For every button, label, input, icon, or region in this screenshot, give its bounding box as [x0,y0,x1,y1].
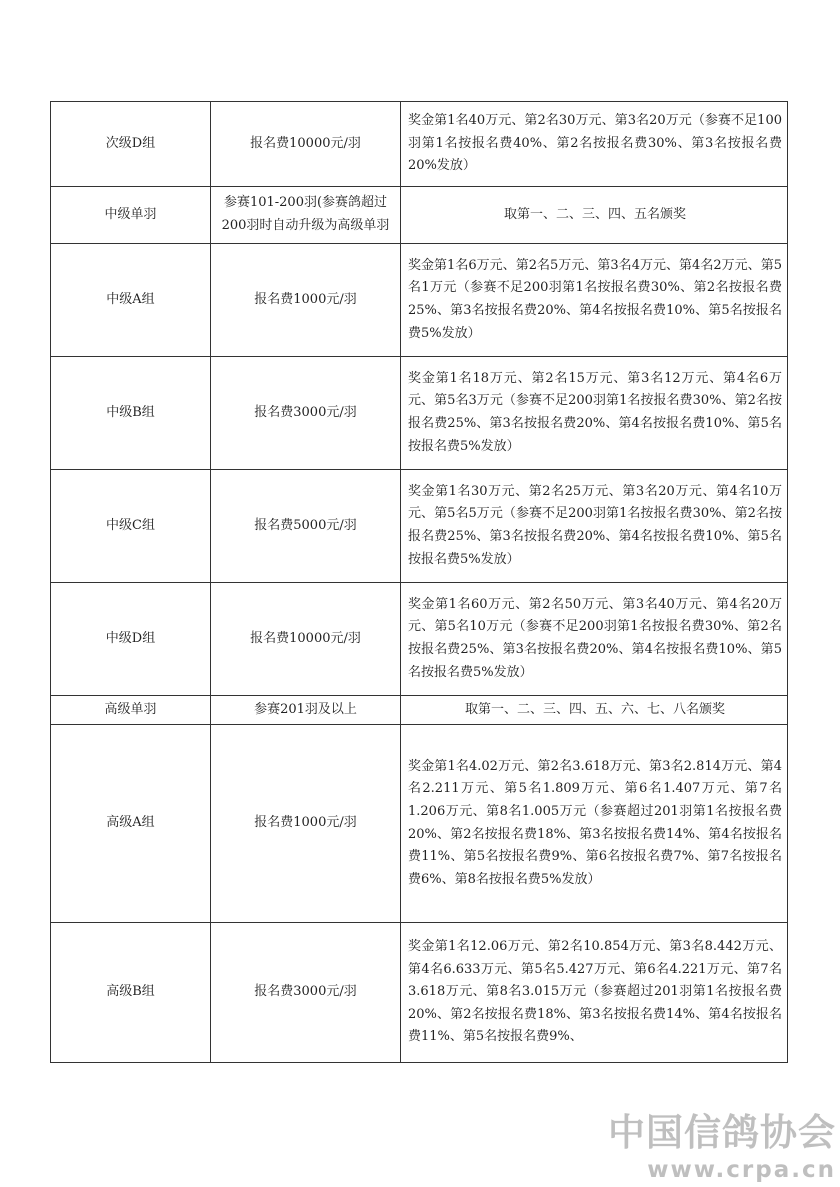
prize-cell: 奖金第1名12.06万元、第2名10.854万元、第3名8.442万元、第4名6.633万元、第5名5.427万元、第6名4.221万元、第7名3.618万元、第8名3.015万元（参赛超过201羽第1名按报名费20%、第2名按报名费18%、第3名按报名费14%、第4名按报名费11%、第5名按报名费9%、 [401,923,788,1063]
fee-cell: 参赛201羽及以上 [211,696,401,725]
group-cell: 中级A组 [51,244,211,357]
fee-cell: 报名费1000元/羽 [211,725,401,923]
group-cell: 中级C组 [51,470,211,583]
watermark-url: www.crpa.cn [647,1157,836,1183]
prize-cell: 奖金第1名6万元、第2名5万元、第3名4万元、第4名2万元、第5名1万元（参赛不足200羽第1名按报名费30%、第2名按报名费25%、第3名按报名费20%、第4名按报名费10%、第5名按报名费5%发放） [401,244,788,357]
fee-cell: 报名费1000元/羽 [211,244,401,357]
table-row [51,696,788,725]
prize-cell: 取第一、二、三、四、五名颁奖 [401,187,788,244]
table-row [51,187,788,244]
prize-cell: 奖金第1名30万元、第2名25万元、第3名20万元、第4名10万元、第5名5万元（参赛不足200羽第1名按报名费30%、第2名按报名费25%、第3名按报名费20%、第4名按报名费10%、第5名按报名费5%发放） [401,470,788,583]
table-row [51,470,788,583]
group-cell: 中级B组 [51,357,211,470]
fee-cell: 报名费3000元/羽 [211,923,401,1063]
fee-cell: 报名费3000元/羽 [211,357,401,470]
group-cell: 高级B组 [51,923,211,1063]
prize-cell: 取第一、二、三、四、五、六、七、八名颁奖 [401,696,788,725]
fee-cell: 报名费5000元/羽 [211,470,401,583]
prize-cell: 奖金第1名60万元、第2名50万元、第3名40万元、第4名20万元、第5名10万元（参赛不足200羽第1名按报名费30%、第2名按报名费25%、第3名按报名费20%、第4名按报名费10%、第5名按报名费5%发放） [401,583,788,696]
group-cell: 次级D组 [51,102,211,187]
group-cell: 中级单羽 [51,187,211,244]
table-row [51,583,788,696]
group-cell: 高级A组 [51,725,211,923]
table-row [51,923,788,1063]
watermark-logo [608,1110,836,1184]
watermark-name: 中国信鸽协会 [608,1111,836,1154]
fee-cell: 报名费10000元/羽 [211,583,401,696]
rules-table-body [51,102,788,1063]
fee-cell: 参赛101-200羽(参赛鸽超过200羽时自动升级为高级单羽 [211,187,401,244]
table-row [51,244,788,357]
table-row [51,102,788,187]
table-row [51,725,788,923]
fee-cell: 报名费10000元/羽 [211,102,401,187]
group-cell: 中级D组 [51,583,211,696]
prize-cell: 奖金第1名40万元、第2名30万元、第3名20万元（参赛不足100羽第1名按报名费40%、第2名按报名费30%、第3名按报名费20%发放） [401,102,788,187]
table-row [51,357,788,470]
group-cell: 高级单羽 [51,696,211,725]
prize-rules-table [50,101,788,1063]
prize-cell: 奖金第1名18万元、第2名15万元、第3名12万元、第4名6万元、第5名3万元（参赛不足200羽第1名按报名费30%、第2名按报名费25%、第3名按报名费20%、第4名按报名费10%、第5名按报名费5%发放） [401,357,788,470]
prize-cell: 奖金第1名4.02万元、第2名3.618万元、第3名2.814万元、第4名2.211万元、第5名1.809万元、第6名1.407万元、第7名1.206万元、第8名1.005万元（参赛超过201羽第1名按报名费20%、第2名按报名费18%、第3名按报名费14%、第4名按报名费11%、第5名按报名费9%、第6名按报名费7%、第7名按报名费6%、第8名按报名费5%发放） [401,725,788,923]
